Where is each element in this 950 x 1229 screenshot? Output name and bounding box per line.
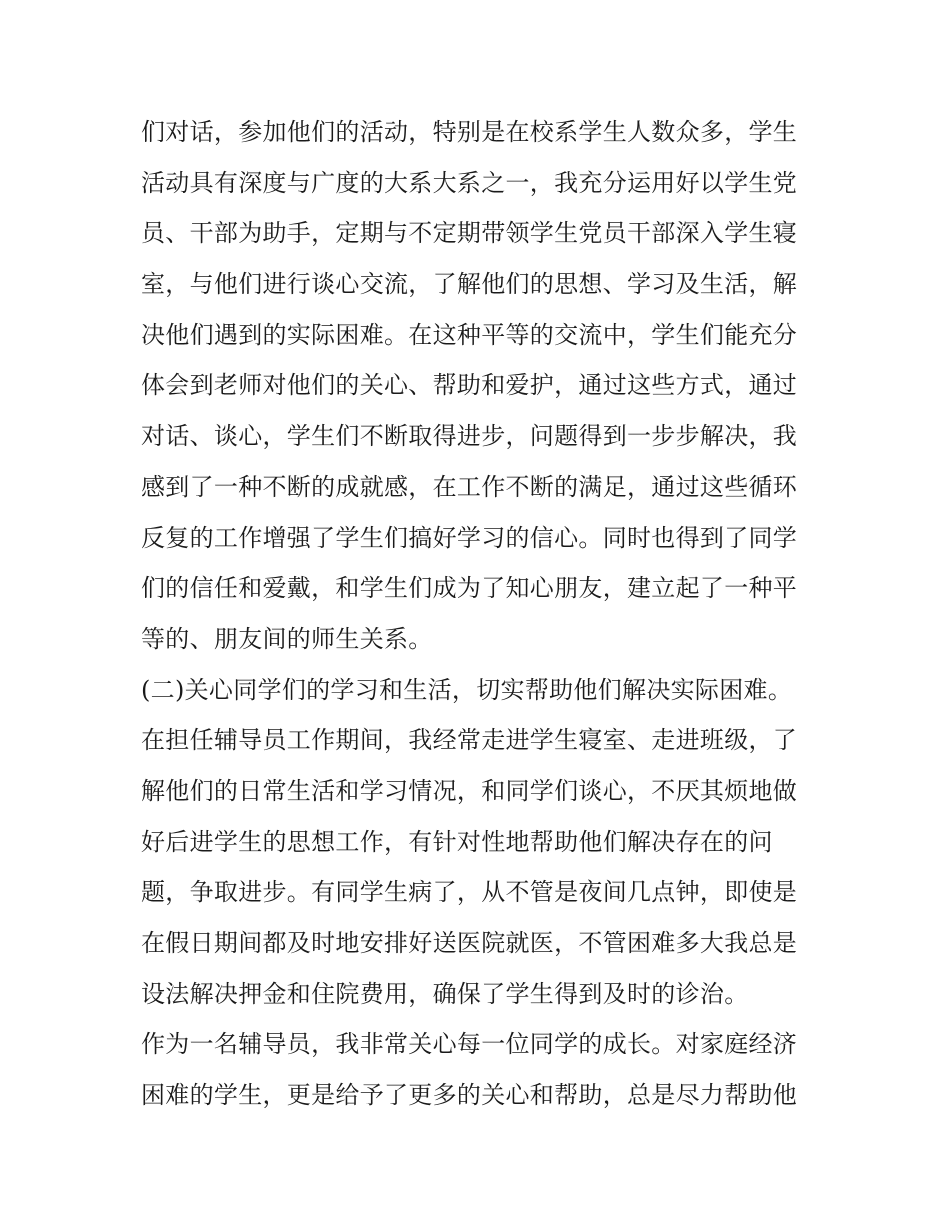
text-line: 设法解决押金和住院费用，确保了学生得到及时的诊治。 — [141, 979, 749, 1008]
text-line: 等的、朋友间的师生关系。 — [141, 624, 433, 653]
document-body — [141, 107, 813, 1121]
text-line: 对话、谈心，学生们不断取得进步，问题得到一步步解决，我 — [141, 422, 798, 451]
text-line: 反复的工作增强了学生们搞好学习的信心。同时也得到了同学 — [141, 523, 798, 552]
text-line: 解他们的日常生活和学习情况，和同学们谈心，不厌其烦地做 — [141, 776, 798, 805]
text-line: 感到了一种不断的成就感，在工作不断的满足，通过这些循环 — [141, 472, 798, 501]
text-line: 们对话，参加他们的活动，特别是在校系学生人数众多，学生 — [141, 118, 798, 146]
text-line: 员、干部为助手，定期与不定期带领学生党员干部深入学生寝 — [141, 219, 798, 248]
text-line: 困难的学生，更是给予了更多的关心和帮助，总是尽力帮助他 — [141, 1081, 798, 1110]
text-line: 题，争取进步。有同学生病了，从不管是夜间几点钟，即使是 — [141, 878, 798, 907]
text-line: 体会到老师对他们的关心、帮助和爱护，通过这些方式，通过 — [141, 371, 798, 400]
text-line: 作为一名辅导员，我非常关心每一位同学的成长。对家庭经济 — [141, 1030, 798, 1059]
text-line: 在担任辅导员工作期间，我经常走进学生寝室、走进班级，了 — [141, 726, 798, 755]
text-line: 决他们遇到的实际困难。在这种平等的交流中，学生们能充分 — [141, 320, 798, 349]
text-line: 们的信任和爱戴，和学生们成为了知心朋友，建立起了一种平 — [141, 574, 798, 603]
text-line: 好后进学生的思想工作，有针对性地帮助他们解决存在的问 — [141, 827, 773, 856]
text-line: 在假日期间都及时地安排好送医院就医，不管困难多大我总是 — [141, 929, 798, 957]
text-line: 室，与他们进行谈心交流，了解他们的思想、学习及生活，解 — [141, 270, 798, 299]
text-line: 活动具有深度与广度的大系大系之一，我充分运用好以学生党 — [141, 168, 798, 197]
section-heading: (二)关心同学们的学习和生活，切实帮助他们解决实际困难。 — [141, 675, 793, 704]
